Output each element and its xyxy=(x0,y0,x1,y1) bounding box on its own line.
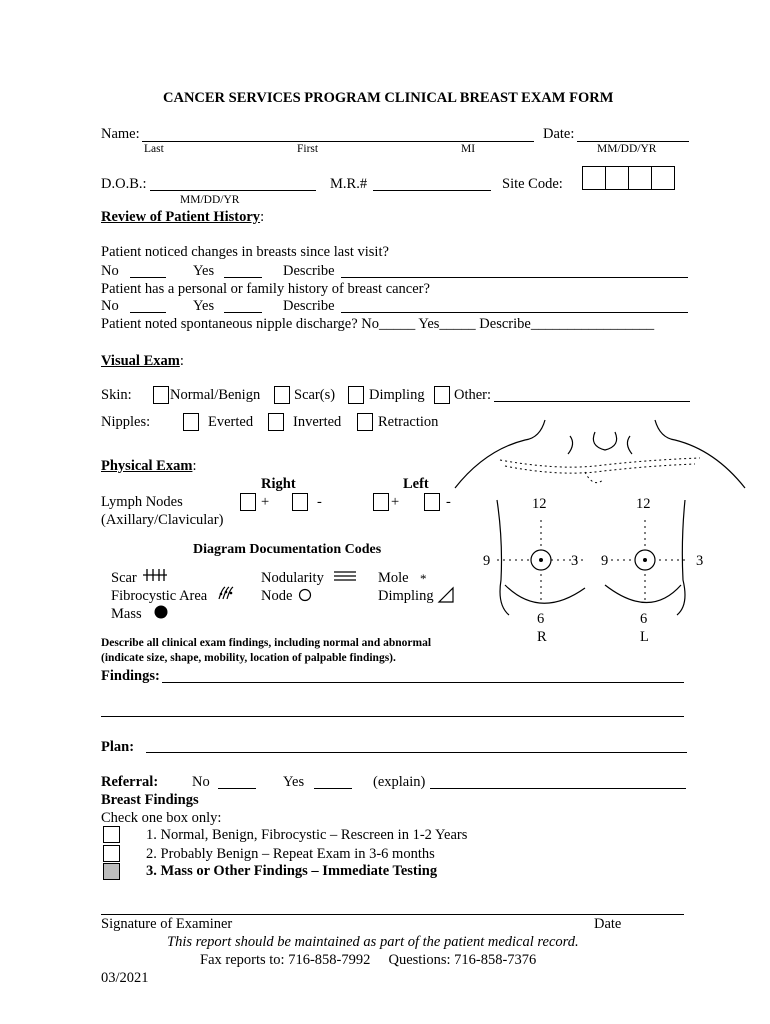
q1-yes-field[interactable] xyxy=(224,277,262,278)
codes-heading: Diagram Documentation Codes xyxy=(193,542,382,557)
left-12: 12 xyxy=(636,496,651,512)
right-12: 12 xyxy=(532,496,547,512)
breast-findings-instruction: Check one box only: xyxy=(101,810,222,826)
skin-other-label: Other: xyxy=(454,387,492,403)
skin-normal-label: Normal/Benign xyxy=(170,387,261,403)
option-3-label: 3. Mass or Other Findings – Immediate Testing xyxy=(146,863,438,879)
code-node: Node xyxy=(261,588,293,604)
right-minus: - xyxy=(317,494,322,510)
code-scar: Scar xyxy=(111,570,137,586)
findings-note-2: (indicate size, shape, mobility, location of palpable findings). xyxy=(101,652,396,664)
left-lymph-plus-checkbox[interactable] xyxy=(373,493,389,511)
code-nodularity: Nodularity xyxy=(261,570,324,586)
right-lymph-plus-checkbox[interactable] xyxy=(240,493,256,511)
referral-explain-field[interactable] xyxy=(430,788,686,789)
left-9: 9 xyxy=(601,553,609,569)
left-lymph-minus-checkbox[interactable] xyxy=(424,493,440,511)
skin-dimpling-checkbox[interactable] xyxy=(348,386,364,404)
signature-label: Signature of Examiner xyxy=(101,916,233,932)
nipple-inverted-checkbox[interactable] xyxy=(268,413,284,431)
history-q1: Patient noticed changes in breasts since last visit? xyxy=(101,244,389,260)
skin-label: Skin: xyxy=(101,387,132,403)
plan-label: Plan: xyxy=(101,739,135,755)
q2-no-field[interactable] xyxy=(130,312,166,313)
left-plus: + xyxy=(391,494,400,510)
node-symbol-icon xyxy=(299,589,313,603)
dob-label: D.O.B.: xyxy=(101,176,147,192)
breast-diagram xyxy=(445,410,770,640)
code-fibro: Fibrocystic Area xyxy=(111,588,208,604)
history-q2: Patient has a personal or family history of breast cancer? xyxy=(101,281,430,297)
code-mole: Mole xyxy=(378,570,409,586)
nipple-everted-label: Everted xyxy=(208,414,254,430)
left-3: 3 xyxy=(696,553,704,569)
option-2-label: 2. Probably Benign – Repeat Exam in 3-6 months xyxy=(146,846,435,862)
date-field[interactable] xyxy=(577,141,689,142)
dob-field[interactable] xyxy=(150,190,316,191)
q1-describe-field[interactable] xyxy=(341,277,688,278)
signature-line[interactable] xyxy=(101,914,684,915)
option-3-checkbox[interactable] xyxy=(103,863,120,880)
left-minus: - xyxy=(446,494,451,510)
nipple-retraction-checkbox[interactable] xyxy=(357,413,373,431)
mr-field[interactable] xyxy=(373,190,491,191)
skin-dimpling-label: Dimpling xyxy=(369,387,425,403)
scar-symbol-icon xyxy=(143,569,169,581)
referral-yes-field[interactable] xyxy=(314,788,352,789)
name-field[interactable] xyxy=(142,141,534,142)
nipple-inverted-label: Inverted xyxy=(293,414,342,430)
mole-symbol-icon: * xyxy=(420,571,427,586)
nipples-label: Nipples: xyxy=(101,414,151,430)
form-title: CANCER SERVICES PROGRAM CLINICAL BREAST EXAM FORM xyxy=(163,90,614,106)
right-6: 6 xyxy=(537,611,545,627)
date-label: Date: xyxy=(543,126,575,142)
fibrocystic-symbol-icon xyxy=(217,585,237,601)
findings-field-1[interactable] xyxy=(162,682,684,683)
referral-label: Referral: xyxy=(101,774,159,790)
referral-no-field[interactable] xyxy=(218,788,256,789)
referral-no: No xyxy=(192,774,210,790)
q1-no-field[interactable] xyxy=(130,277,166,278)
mr-label: M.R.# xyxy=(330,176,368,192)
history-heading: Review of Patient History: xyxy=(101,209,265,225)
name-label: Name: xyxy=(101,126,140,142)
skin-scar-checkbox[interactable] xyxy=(274,386,290,404)
left-6: 6 xyxy=(640,611,648,627)
q2-describe: Describe xyxy=(283,298,335,314)
left-side-label: L xyxy=(640,629,649,645)
right-heading: Right xyxy=(261,476,296,492)
code-mass: Mass xyxy=(111,606,142,622)
nipple-everted-checkbox[interactable] xyxy=(183,413,199,431)
q1-yes: Yes xyxy=(193,263,215,279)
left-heading: Left xyxy=(403,476,429,492)
site-code-label: Site Code: xyxy=(502,176,563,192)
option-1-checkbox[interactable] xyxy=(103,826,120,843)
q2-yes: Yes xyxy=(193,298,215,314)
history-q3: Patient noted spontaneous nipple discharge? No_____ Yes_____ Describe_________________ xyxy=(101,316,655,332)
version-date: 03/2021 xyxy=(101,970,149,986)
lymph-label-2: (Axillary/Clavicular) xyxy=(101,512,224,528)
signature-date-label: Date xyxy=(594,916,622,932)
skin-other-checkbox[interactable] xyxy=(434,386,450,404)
record-note: This report should be maintained as part of the patient medical record. xyxy=(167,934,579,950)
name-sub-last: Last xyxy=(144,143,164,155)
lymph-label: Lymph Nodes xyxy=(101,494,183,510)
q1-describe: Describe xyxy=(283,263,335,279)
q1-no: No xyxy=(101,263,119,279)
mass-symbol-icon xyxy=(154,605,168,619)
name-sub-first: First xyxy=(297,143,319,155)
right-3: 3 xyxy=(571,553,579,569)
q2-yes-field[interactable] xyxy=(224,312,262,313)
findings-label: Findings: xyxy=(101,668,160,684)
dob-sub: MM/DD/YR xyxy=(180,194,240,206)
referral-explain: (explain) xyxy=(373,774,426,790)
fax-info: Fax reports to: 716-858-7992 Questions: 716-858-7376 xyxy=(200,952,537,968)
q2-no: No xyxy=(101,298,119,314)
nodularity-symbol-icon xyxy=(334,571,356,581)
plan-field[interactable] xyxy=(146,752,687,753)
skin-other-field[interactable] xyxy=(494,401,690,402)
site-code-cells[interactable] xyxy=(582,166,675,190)
skin-normal-checkbox[interactable] xyxy=(153,386,169,404)
right-plus: + xyxy=(261,494,270,510)
right-lymph-minus-checkbox[interactable] xyxy=(292,493,308,511)
q2-describe-field[interactable] xyxy=(341,312,688,313)
option-1-label: 1. Normal, Benign, Fibrocystic – Rescreen in 1-2 Years xyxy=(146,827,468,843)
visual-heading: Visual Exam: xyxy=(101,353,184,369)
right-side-label: R xyxy=(537,629,547,645)
findings-field-2[interactable] xyxy=(101,716,684,717)
nipple-retraction-label: Retraction xyxy=(378,414,439,430)
physical-heading: Physical Exam: xyxy=(101,458,197,474)
date-sub: MM/DD/YR xyxy=(597,143,657,155)
referral-yes: Yes xyxy=(283,774,305,790)
breast-findings-heading: Breast Findings xyxy=(101,792,199,808)
findings-note-1: Describe all clinical exam findings, including normal and abnormal xyxy=(101,637,432,649)
name-sub-mi: MI xyxy=(461,143,476,155)
right-9: 9 xyxy=(483,553,491,569)
skin-scar-label: Scar(s) xyxy=(294,387,336,403)
option-2-checkbox[interactable] xyxy=(103,845,120,862)
code-dimpling: Dimpling xyxy=(378,588,434,604)
